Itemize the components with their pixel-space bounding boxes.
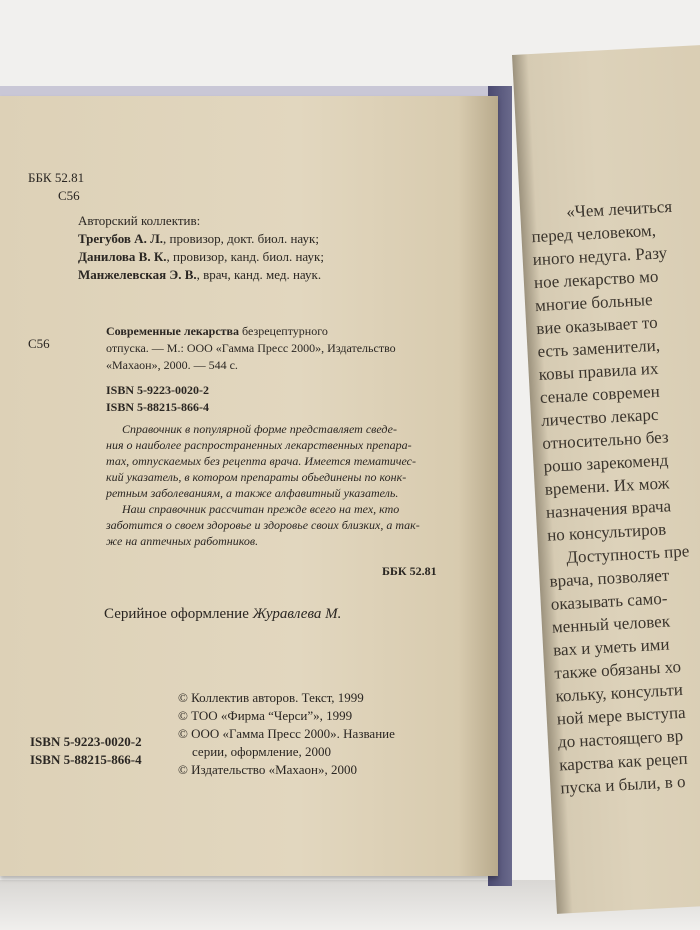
right-page-line: иного недуга. Разу [532,243,668,270]
annotation-line: Справочник в популярной форме представляет сведе- [122,422,397,436]
series-credit-label: Серийное оформление [104,606,253,622]
right-page-line: многие больные [534,289,653,316]
bibliographic-line-2: отпуска. — М.: ООО «Гамма Пресс 2000», Издательство [106,341,396,355]
bibliographic-line-3: «Махаон», 2000. — 544 с. [106,358,238,372]
annotation-line: кий указатель, в котором препараты обьединены по конк- [106,470,407,484]
author-role: , провизор, канд. биол. наук; [166,249,324,264]
author-name: Данилова В. К. [78,249,167,264]
right-page-line: до настоящего вр [557,725,684,752]
series-credit-name: Журавлева М. [252,606,342,622]
right-page-line: есть заменители, [537,335,661,362]
right-page-line: менный человек [551,611,671,637]
right-page-line: перед человеком, [531,220,657,247]
book-cover-edge [0,86,500,96]
isbn-bottom-1: ISBN 5-9223-0020-2 [30,734,142,749]
author-line-2 [78,249,324,265]
author-mark-top: С56 [58,188,80,203]
bibliographic-text: безрецептурного [239,324,328,338]
right-page-line: вах и уметь ими [552,634,670,660]
annotation-line: ния о наиболее распространенных лекарственных препара- [106,438,412,452]
bbk-code-top: ББК 52.81 [28,170,85,185]
right-page-line: времени. Их мож [544,473,670,499]
copyright-line: © Коллектив авторов. Текст, 1999 [178,690,364,705]
isbn-line-2: ISBN 5-88215-866-4 [106,400,210,414]
copyright-line: © ООО «Гамма Пресс 2000». Название [178,726,395,741]
right-page-line: кольку, консульти [555,679,684,706]
right-page-line: также обязаны хо [553,657,682,683]
right-page-line: но консультиров [546,519,667,545]
copyright-line: серии, оформление, 2000 [192,744,332,759]
right-page-line: карства как рецеп [558,748,689,775]
right-page-line: «Чем лечиться [565,196,673,222]
right-page-line: ной мере выступа [556,702,687,729]
right-page-line: рошо зарекоменд [543,450,669,476]
right-page-line: назначения врача [545,496,672,522]
left-page [0,96,498,876]
author-line-1 [78,231,319,247]
author-name: Трегубов А. Л. [78,231,164,246]
right-page [512,45,700,914]
bibliographic-line-1 [106,324,328,339]
copyright-line: © Издательство «Махаон», 2000 [178,762,357,777]
isbn-bottom-2: ISBN 5-88215-866-4 [30,752,142,767]
bbk-code-bottom: ББК 52.81 [382,564,437,578]
author-role: , врач, канд. мед. наук. [196,267,322,282]
author-line-3 [78,267,321,283]
right-page-line: сенале современ [539,381,661,407]
right-page-line: Доступность пре [565,541,690,567]
author-role: , провизор, докт. биол. наук; [163,231,319,246]
annotation-line: ретным заболеваниям, а также алфавитный указатель. [106,486,399,500]
author-mark-side: С56 [28,336,50,351]
authors-heading: Авторский коллектив: [78,213,201,228]
right-page-line: ное лекарство мо [533,266,659,293]
copyright-line: © ТОО «Фирма “Черси”», 1999 [178,708,353,723]
annotation-line: Наш справочник рассчитан прежде всего на тех, кто [122,502,400,516]
right-page-line: пуска и были, в о [559,771,686,798]
right-page-line: относительно без [541,427,670,453]
series-design-credit [104,606,341,623]
annotation-line: заботится о своем здоровье и здоровье своих близких, а так- [106,518,420,532]
author-name: Манжелевская Э. В. [78,267,197,282]
book-title: Современные лекарства [106,324,240,338]
right-page-line: личество лекарс [540,404,659,430]
annotation-line: тах, отпускаемых без рецепта врача. Имеется тематичес- [106,454,416,468]
isbn-line-1: ISBN 5-9223-0020-2 [106,383,210,397]
right-page-line: врача, позволяет [549,565,670,591]
annotation-line: же на аптечных работников. [106,534,259,548]
right-page-line: ковы правила их [538,358,659,385]
right-page-line: вие оказывает то [535,312,659,339]
right-page-line: оказывать само- [550,588,668,614]
